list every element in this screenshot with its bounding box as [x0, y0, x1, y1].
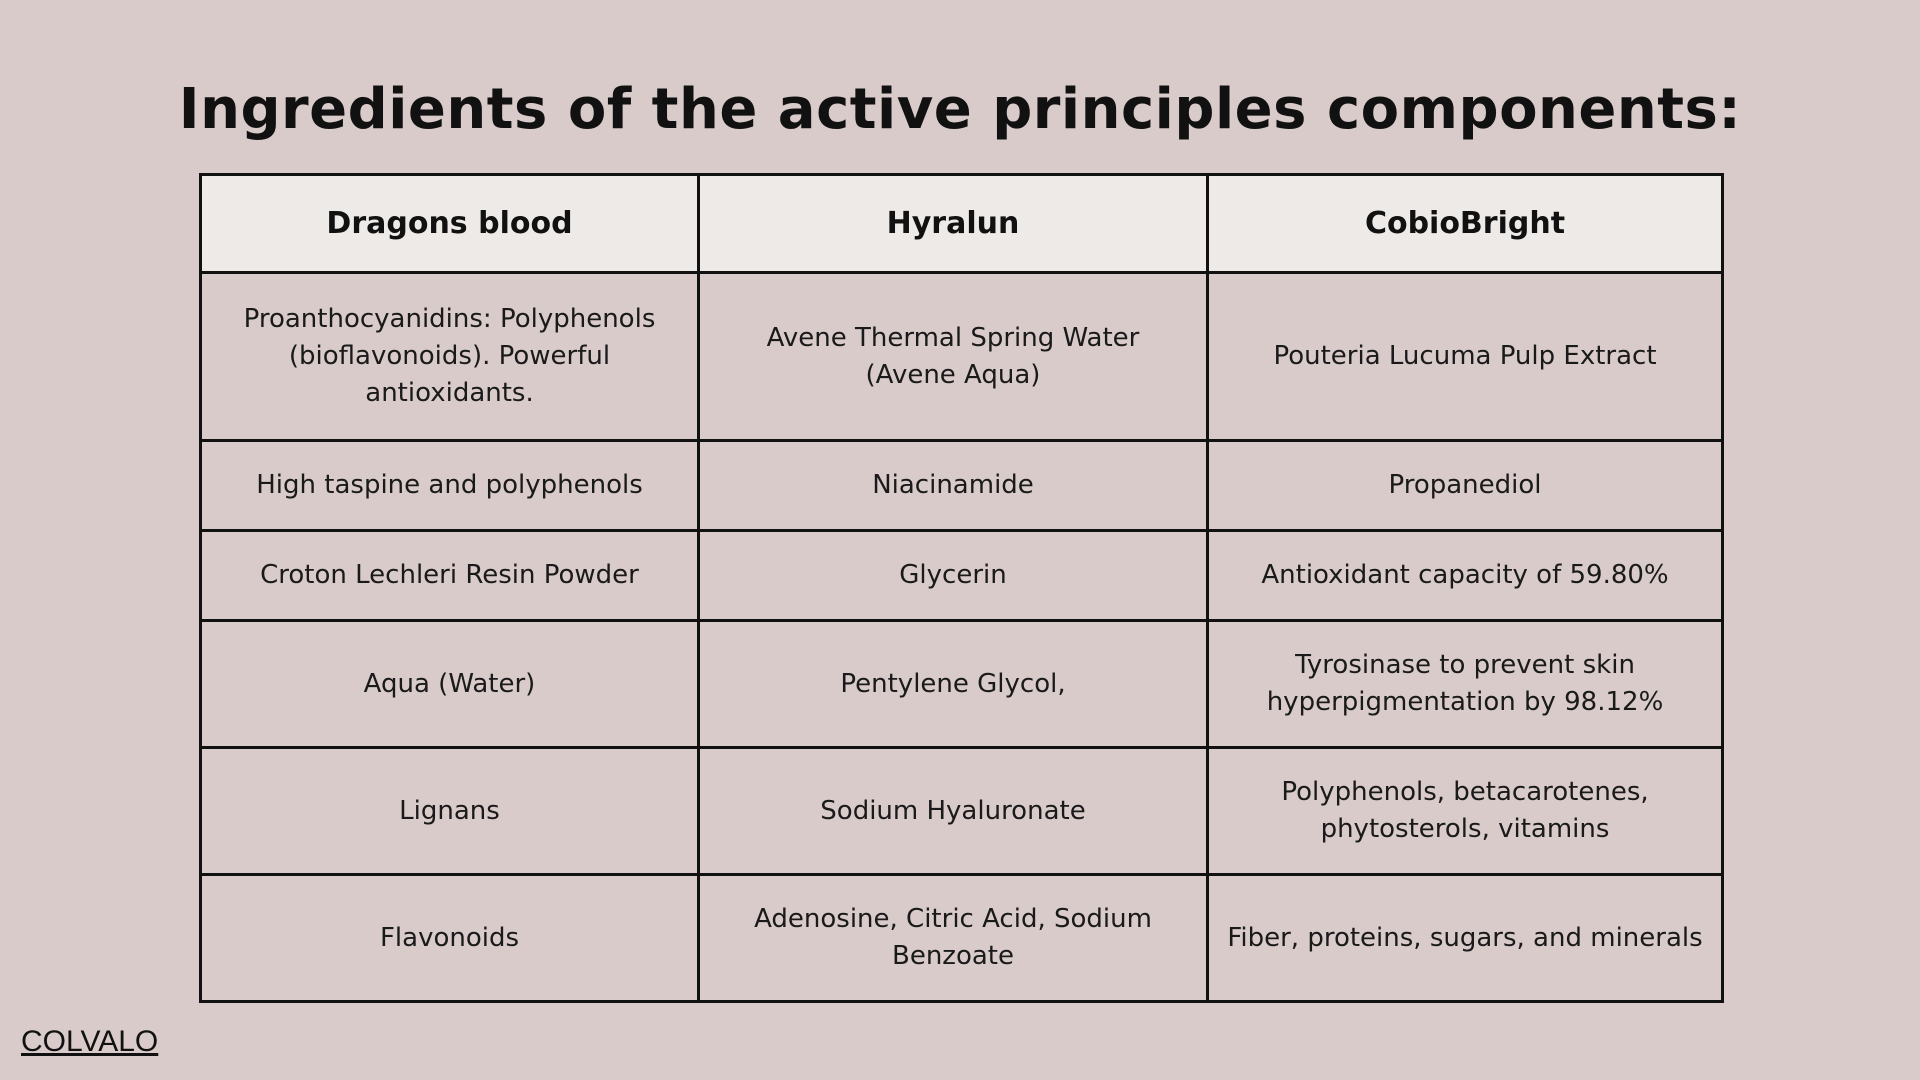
column-header-dragons-blood: Dragons blood	[201, 175, 699, 273]
table-cell: Antioxidant capacity of 59.80%	[1208, 531, 1723, 621]
column-header-cobiobright: CobioBright	[1208, 175, 1723, 273]
table-cell: Adenosine, Citric Acid, Sodium Benzoate	[699, 875, 1208, 1002]
table-cell: Proanthocyanidins: Polyphenols (bioflavonoids). Powerful antioxidants.	[201, 273, 699, 441]
table-cell: Avene Thermal Spring Water (Avene Aqua)	[699, 273, 1208, 441]
table-header-row	[201, 175, 1723, 273]
page-title: Ingredients of the active principles components:	[178, 77, 1742, 142]
table-row	[201, 748, 1723, 875]
table-cell: Sodium Hyaluronate	[699, 748, 1208, 875]
table-cell: Pentylene Glycol,	[699, 621, 1208, 748]
table-cell: Polyphenols, betacarotenes, phytosterols, vitamins	[1208, 748, 1723, 875]
table-cell: Lignans	[201, 748, 699, 875]
ingredients-table	[199, 173, 1724, 1003]
brand-link[interactable]: COLVALO	[21, 1025, 159, 1058]
column-header-hyralun: Hyralun	[699, 175, 1208, 273]
table-cell: Flavonoids	[201, 875, 699, 1002]
table-row	[201, 621, 1723, 748]
table-cell: Niacinamide	[699, 441, 1208, 531]
table-cell: Fiber, proteins, sugars, and minerals	[1208, 875, 1723, 1002]
table-cell: High taspine and polyphenols	[201, 441, 699, 531]
table-cell: Pouteria Lucuma Pulp Extract	[1208, 273, 1723, 441]
table-cell: Glycerin	[699, 531, 1208, 621]
table-cell: Croton Lechleri Resin Powder	[201, 531, 699, 621]
table-row	[201, 531, 1723, 621]
table-row	[201, 875, 1723, 1002]
table-cell: Aqua (Water)	[201, 621, 699, 748]
table-row	[201, 273, 1723, 441]
table-row	[201, 441, 1723, 531]
table-cell: Propanediol	[1208, 441, 1723, 531]
table-cell: Tyrosinase to prevent skin hyperpigmentation by 98.12%	[1208, 621, 1723, 748]
